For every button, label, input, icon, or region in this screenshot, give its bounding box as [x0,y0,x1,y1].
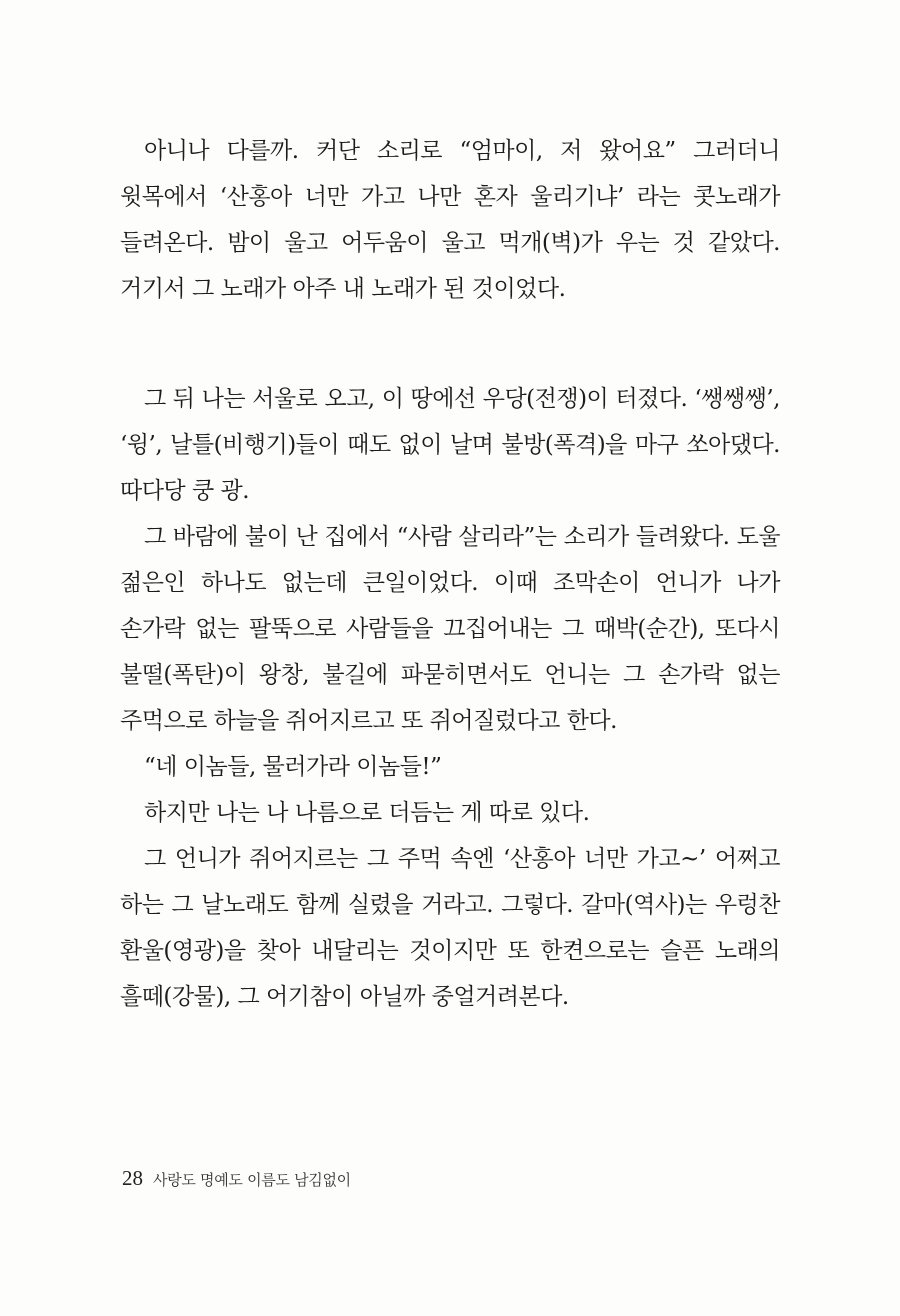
paragraph: “네 이놈들, 물러가라 이놈들!” [144,754,442,780]
paragraph: 하지만 나는 나 나름으로 더듬는 게 따로 있다. [144,800,590,826]
paragraph: 그 뒤 나는 서울로 오고, 이 땅에선 우당(전쟁)이 터졌다. ‘쌩쌩쌩’, ‘윙’, 날틀(비행기)들이 때도 없이 날며 불방(폭격)을 마구 쏘아댔다. 따다당 쿵 광. [120,386,780,504]
paragraph: 그 바람에 불이 난 집에서 “사람 살리라”는 소리가 들려왔다. 도울 젊은인 하나도 없는데 큰일이었다. 이때 조막손이 언니가 나가 손가락 없는 팔뚝으로 사람들을 끄집어내는 그 때박(순간), 또다시 불떨(폭탄)이 왕창, 불길에 파묻히면서도 언니는 그 손가락 없는 주먹으로 하늘을 쥐어지르고 또 쥐어질렀다고 한다. [120,524,780,734]
running-title: 사랑도 명예도 이름도 남김없이 [153,1171,351,1189]
page-number: 28 [122,1166,143,1190]
paragraph: 그 언니가 쥐어지르는 그 주먹 속엔 ‘산홍아 너만 가고~’ 어쩌고 하는 그 날노래도 함께 실렸을 거라고. 그렇다. 갈마(역사)는 우렁찬 환울(영광)을 찾아 내달리는 것이지만 또 한켠으로는 슬픈 노래의 흘떼(강물), 그 어기참이 아닐까 중얼거려본다. [120,846,780,1010]
paragraph: 아니나 다를까. 커단 소리로 “엄마이, 저 왔어요” 그러더니 윗목에서 ‘산홍아 너만 가고 나만 혼자 울리기냐’ 라는 콧노래가 들려온다. 밤이 울고 어두움이 울고 먹개(벽)가 우는 것 같았다. 거기서 그 노래가 아주 내 노래가 된 것이었다. [120,138,780,302]
page-footer [122,1166,351,1191]
section-break [120,312,780,376]
body-text [120,128,780,1020]
